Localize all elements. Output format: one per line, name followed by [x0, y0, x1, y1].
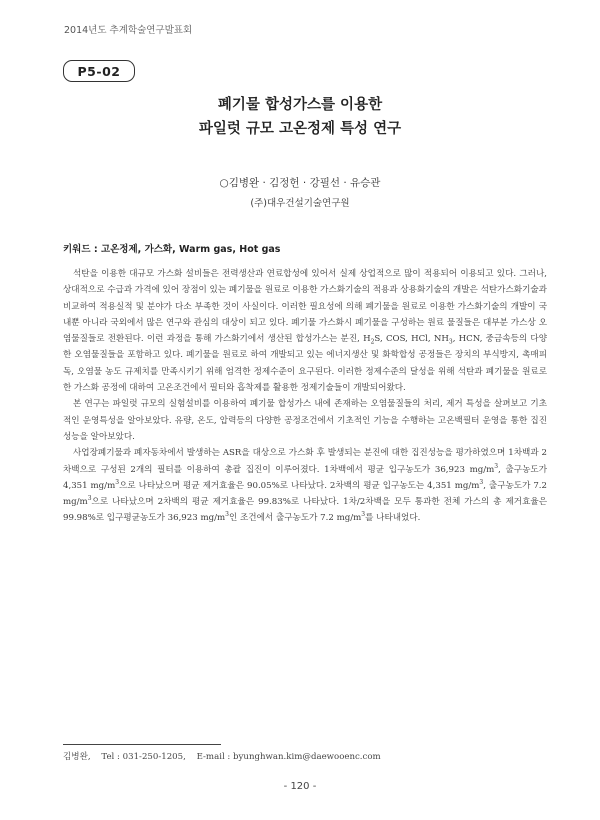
paragraph-2: 본 연구는 파일럿 규모의 실험설비를 이용하여 폐기물 합성가스 내에 존재하는 오염물질들의 처리, 제거 특성을 살펴보고 기초적인 운영특성을 알아보았다. 유량, 온도, 압력등의 다양한 공정조건에서 기초적인 기능을 수행하는 고온백필터 운영을 통한 집진성능을 알아보았다. — [63, 399, 547, 442]
affiliation: (주)대우건설기술연구원 — [250, 198, 350, 209]
paper-code-badge: P5-02 — [63, 60, 135, 82]
paragraph-1-text-b: S, COS, HCl, NH — [374, 334, 449, 345]
page-number: - 120 - — [283, 781, 317, 792]
abstract-body — [63, 266, 547, 527]
paragraph-3-text-a: 사업장폐기물과 폐자동차에서 발생하는 ASR을 대상으로 가스화 후 발생되는 분진에 대한 집진성능을 평가하였으며 1차백과 2차백으로 구성된 2개의 필터를 이용하여 총괄 집진이 이루어졌다. 1차백에서 평균 입구농도가 36,923 mg/m — [63, 448, 547, 475]
subscript-nh3: 3 — [448, 338, 453, 346]
paragraph-1 — [63, 266, 547, 396]
footnote-tel: Tel : 031-250-1205, — [101, 752, 186, 762]
conference-header: 2014년도 추계학술연구발표회 — [64, 25, 193, 36]
paragraph-3-text-e: 으로 나타났으며 2차백의 평균 제거효율은 99.83%로 나타났다. 1차/2차백을 모두 통과한 전체 가스의 총 제거효율은 99.98%로 입구평균농도가 36,923 mg/m — [63, 497, 547, 524]
footnote — [63, 750, 389, 762]
footnote-author: 김병완, — [63, 752, 91, 762]
author-list: ○김병완 · 김정헌 · 강필선 · 유승관 — [219, 177, 381, 189]
paragraph-3-text-b: , 출구농도가 4,351 mg/m — [63, 464, 547, 491]
paragraph-3-text-f: 인 조건에서 출구농도가 7.2 mg/m — [228, 513, 362, 524]
paragraph-1-text-c: , HCN, 중금속등의 다양한 오염물질들을 포함하고 있다. 폐기물을 원료로 하여 개발되고 있는 에너지생산 및 화학합성 공정들은 장치의 부식방지, 촉매피독, 오염물 농도 규제치를 만족시키기 위해 엄격한 정제수준이 요구된다. 이러한 정제수준의 달성을 위해 석탄과 폐기물을 원료로 한 가스화 공정에 대하여 고온조건에서 필터와 흡착제를 활용한 정제기술들이 개발되어왔다. — [63, 334, 547, 394]
superscript-3: 3 — [494, 462, 499, 470]
paragraph-3-text-c: 으로 나타났으며 평균 제거효율은 90.05%로 나타났다. 2차백의 평균 입구농도는 4,351 mg/m — [119, 480, 480, 491]
paragraph-1-text-a: 석탄을 이용한 대규모 가스화 설비들은 전력생산과 연료합성에 있어서 실제 상업적으로 많이 적용되어 이용되고 있다. 그러나, 상대적으로 수급과 가격에 있어 장점이 있는 폐기물을 원료로 이용한 가스화기술의 적용과 상용화기술의 개발은 석탄가스화기술과 비교하여 적용실적 및 분야가 다소 부족한 것이 사실이다. 이러한 필요성에 의해 폐기물을 원료로 이용한 가스화기술의 개발이 국내뿐 아니라 국외에서 많은 연구와 관심의 대상이 되고 있다. 폐기물 가스화시 폐기물을 구성하는 원료 물질들은 대부분 가스상 오염물질들로 전환된다. 이런 과정을 통해 가스화기에서 생산된 합성가스는 분진, H — [63, 269, 547, 345]
paragraph-3-text-g: 를 나타내었다. — [365, 513, 421, 524]
superscript-3: 3 — [361, 511, 366, 519]
paper-title-line2: 파일럿 규모 고온정제 특성 연구 — [198, 121, 402, 137]
footnote-email: E-mail : byunghwan.kim@daewooenc.com — [196, 752, 381, 762]
paragraph-3-text-d: , 출구농도가 7.2 mg/m — [63, 480, 548, 508]
subscript-h2s: 2 — [370, 338, 375, 346]
paragraph-3 — [63, 445, 547, 526]
superscript-3: 3 — [87, 495, 92, 503]
superscript-3: 3 — [115, 479, 120, 486]
superscript-3: 3 — [479, 479, 484, 486]
superscript-3: 3 — [225, 511, 229, 519]
keywords: 키워드 : 고온정제, 가스화, Warm gas, Hot gas — [63, 244, 281, 255]
paper-title-line1: 폐기물 합성가스를 이용한 — [217, 97, 383, 113]
footnote-divider — [63, 744, 221, 745]
